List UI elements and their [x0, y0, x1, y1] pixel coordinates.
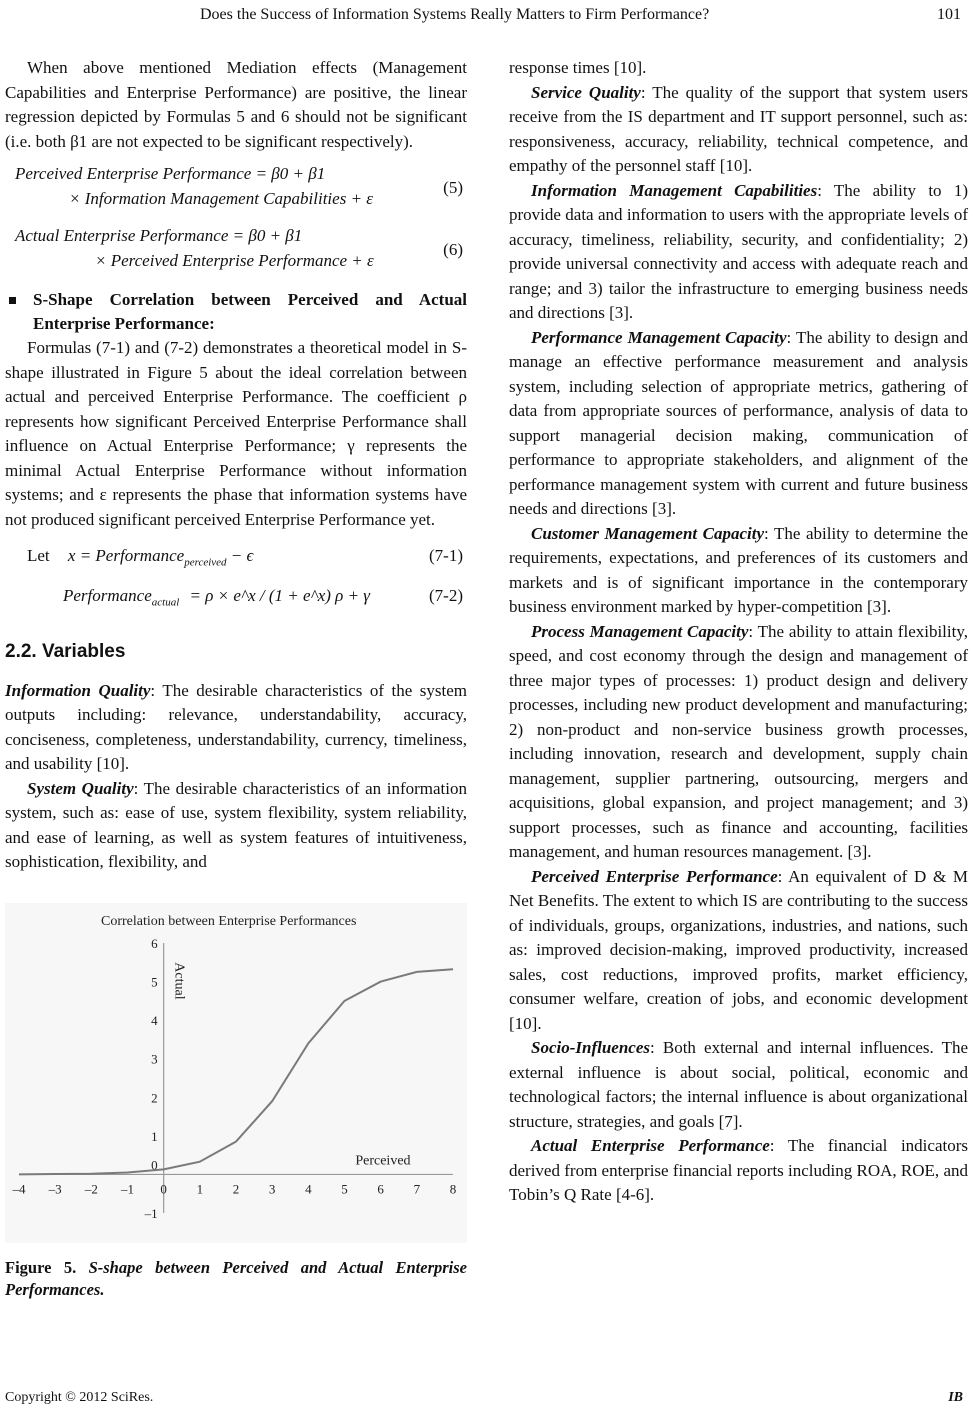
- pmc-label: Performance Management Capacity: [531, 327, 787, 347]
- equation-7-1: [5, 544, 467, 576]
- left-column: [5, 56, 467, 1301]
- x-tick-label: –1: [121, 1180, 134, 1196]
- eq72-body: Performance: [63, 586, 152, 605]
- chart-svg: [5, 903, 467, 1243]
- pep-text: : An equivalent of D & M Net Benefits. The extent to which IS are contributing to the success of individuals, groups, organizations, industries, and nations, such as: improved decision-making, improved productivity, increased sales, cost reductions, improved profits, market efficiency, consumer welfare, creation of jobs, and economic development [10].: [509, 866, 968, 1033]
- eq71-tail: − ϵ: [230, 546, 254, 565]
- s-shape-bullet: [5, 288, 467, 336]
- equation-7-2: [5, 584, 467, 620]
- eq6-line1: Actual Enterprise Performance = β0 + β1: [15, 226, 303, 245]
- bullet-text: S-Shape Correlation between Perceived and Actual Enterprise Performance:: [33, 290, 467, 333]
- eq6-number: (6): [443, 240, 463, 259]
- x-tick-label: 5: [341, 1180, 348, 1196]
- eq5-line1: Perceived Enterprise Performance = β0 + β1: [15, 164, 326, 183]
- y-tick-label: 6: [151, 935, 158, 951]
- info-quality-label: Information Quality: [5, 680, 151, 700]
- service-quality-paragraph: [509, 81, 968, 179]
- x-tick-label: 3: [268, 1180, 276, 1196]
- pep-paragraph: [509, 865, 968, 1037]
- aep-paragraph: [509, 1134, 968, 1208]
- aep-text: : The financial indicators derived from enterprise financial reports including ROA, ROE, and Tobin’s Q Rate [4-6].: [509, 1136, 968, 1204]
- system-quality-paragraph: [5, 777, 467, 875]
- y-axis-label: Actual: [171, 961, 187, 1000]
- y-tick-label: 3: [151, 1051, 158, 1067]
- caption-text: S-shape between Perceived and Actual Enterprise Performances.: [5, 1257, 468, 1299]
- eq72-tail: = ρ × e^x / (1 + e^x) ρ + γ: [189, 586, 370, 605]
- x-tick-label: 1: [196, 1180, 204, 1196]
- x-tick-label: 2: [232, 1180, 240, 1196]
- pep-label: Perceived Enterprise Performance: [531, 866, 778, 886]
- info-quality-text: : The desirable characteristics of the system outputs including: relevance, understandability, accuracy, conciseness, completeness, understandability, currency, timeliness, and usability [10].: [5, 680, 467, 773]
- y-tick-label: –1: [144, 1205, 158, 1221]
- figure-caption: [5, 1257, 467, 1301]
- cmc-paragraph: [509, 522, 968, 620]
- info-quality-paragraph: [5, 679, 467, 777]
- x-tick-label: 6: [377, 1180, 384, 1196]
- eq71-let: Let: [27, 546, 50, 565]
- caption-prefix: Figure 5.: [5, 1257, 77, 1277]
- y-tick-label: 4: [151, 1012, 158, 1028]
- x-tick-label: –3: [48, 1180, 62, 1196]
- system-quality-label: System Quality: [27, 778, 134, 798]
- y-tick-label: 1: [151, 1128, 158, 1144]
- y-tick-label: 2: [151, 1089, 158, 1105]
- intro-paragraph: When above mentioned Mediation effects (Management Capabilities and Enterprise Performance) are positive, the linear regression depicted by Formulas 5 and 6 should not be significant (i.e. both β1 are not expected to be significant respectively).: [5, 58, 467, 151]
- eq71-number: (7-1): [429, 546, 463, 565]
- equation-6: [5, 224, 467, 278]
- running-title: Does the Success of Information Systems Really Matters to Firm Performance?: [200, 6, 710, 23]
- origin-label: 0: [151, 1156, 158, 1172]
- y-tick-label: 5: [151, 974, 158, 990]
- pmc-text: : The ability to design and manage an effective performance measurement and analysis system, including selection of appropriate metrics, gathering of data from appropriate sources of performance, analysis of data to support managerial decision making, communication of performance to appropriate stakeholders, and alignment of the performance management system with current and future business needs and directions [3].: [509, 327, 969, 518]
- right-column: [509, 56, 968, 1208]
- x-tick-label: 0: [160, 1180, 167, 1196]
- response-times: response times [10].: [509, 58, 647, 77]
- page-header: [0, 4, 973, 30]
- imc-label: Information Management Capabilities: [531, 180, 818, 200]
- x-tick-label: 4: [305, 1180, 312, 1196]
- procmc-label: Process Management Capacity: [531, 621, 749, 641]
- service-quality-text: : The quality of the support that system users receive from the IS department and IT support personnel, such as: responsiveness, accuracy, reliability, technical competence, and empathy of the personnel staff [10].: [509, 82, 968, 175]
- x-tick-label: –4: [12, 1180, 26, 1196]
- eq72-sub: actual: [151, 596, 180, 609]
- procmc-paragraph: [509, 620, 968, 865]
- page-footer: [5, 1390, 963, 1406]
- chart-title: Correlation between Enterprise Performances: [101, 913, 357, 929]
- system-quality-text: : The desirable characteristics of an information system, such as: ease of use, system flexibility, system reliability, and ease of learning, as well as system features of intuitiveness, sophistication, flexibility, and: [5, 778, 467, 871]
- eq6-line2: × Perceived Enterprise Performance + ε: [95, 250, 374, 270]
- page-number: 101: [937, 6, 961, 23]
- equation-5: [5, 162, 467, 216]
- imc-text: : The ability to 1) provide data and information to users with the appropriate levels of accuracy, timeliness, reliability, security, and confidentiality; 2) provide universal connectivity and access with adequate reach and range; and 3) tailor the infrastructure to emerging business needs and directions [3].: [509, 180, 969, 322]
- s-shape-paragraph: Formulas (7-1) and (7-2) demonstrates a theoretical model in S-shape illustrated in Figure 5 about the ideal correlation between actual and perceived Enterprise Performance. The coefficient ρ represents how significant Perceived Enterprise Performance shall influence on Actual Enterprise Performance; γ represents the minimal Actual Enterprise Performance without information systems; and ε represents the phase that information systems have not produced significant perceived Enterprise Performance yet.: [5, 338, 467, 529]
- imc-paragraph: [509, 179, 968, 326]
- socio-text: : Both external and internal influences. The external influence is about social, political, economic and technological factors; the internal influence is about organizational structure, strategies, and goals [7].: [509, 1038, 968, 1131]
- copyright: Copyright © 2012 SciRes.: [5, 1390, 154, 1405]
- service-quality-label: Service Quality: [531, 82, 641, 102]
- series-line: [19, 969, 453, 1174]
- eq72-number: (7-2): [429, 586, 463, 605]
- section-heading: 2.2. Variables: [5, 641, 126, 662]
- aep-label: Actual Enterprise Performance: [531, 1136, 770, 1155]
- eq5-number: (5): [443, 178, 463, 197]
- eq5-line2: × Information Management Capabilities + ε: [69, 188, 373, 208]
- socio-paragraph: [509, 1036, 968, 1134]
- x-axis-label: Perceived: [355, 1152, 411, 1168]
- procmc-text: : The ability to attain flexibility, speed, and cost economy through the design and management of three major types of processes: 1) product design and delivery processes, including new product development and manufacturing; 2) non-product and non-service business growth processes, including innovation, research and development, supply chain management, supplier partnering, outsourcing, mergers and acquisitions, global expansion, and project management; and 3) support processes, such as finance and accounting, facilities management, and human resources management. [3].: [509, 621, 968, 861]
- bullet-square-icon: [9, 297, 16, 304]
- figure-5-chart: [5, 903, 467, 1243]
- x-tick-label: –2: [84, 1180, 98, 1196]
- x-tick-label: 7: [413, 1180, 421, 1196]
- eq71-sub: perceived: [184, 556, 227, 569]
- cmc-label: Customer Management Capacity: [531, 523, 765, 543]
- socio-label: Socio-Influences: [531, 1038, 650, 1057]
- pmc-paragraph: [509, 326, 968, 522]
- cmc-text: : The ability to determine the requirements, expectations, and preferences of its customers and markets and is of significant importance in the contemporary business environment marked by hyper-competition [3].: [509, 523, 968, 616]
- eq71-body: x = Performance: [67, 546, 185, 565]
- x-tick-label: 8: [449, 1180, 457, 1196]
- journal-abbrev: IB: [948, 1390, 963, 1405]
